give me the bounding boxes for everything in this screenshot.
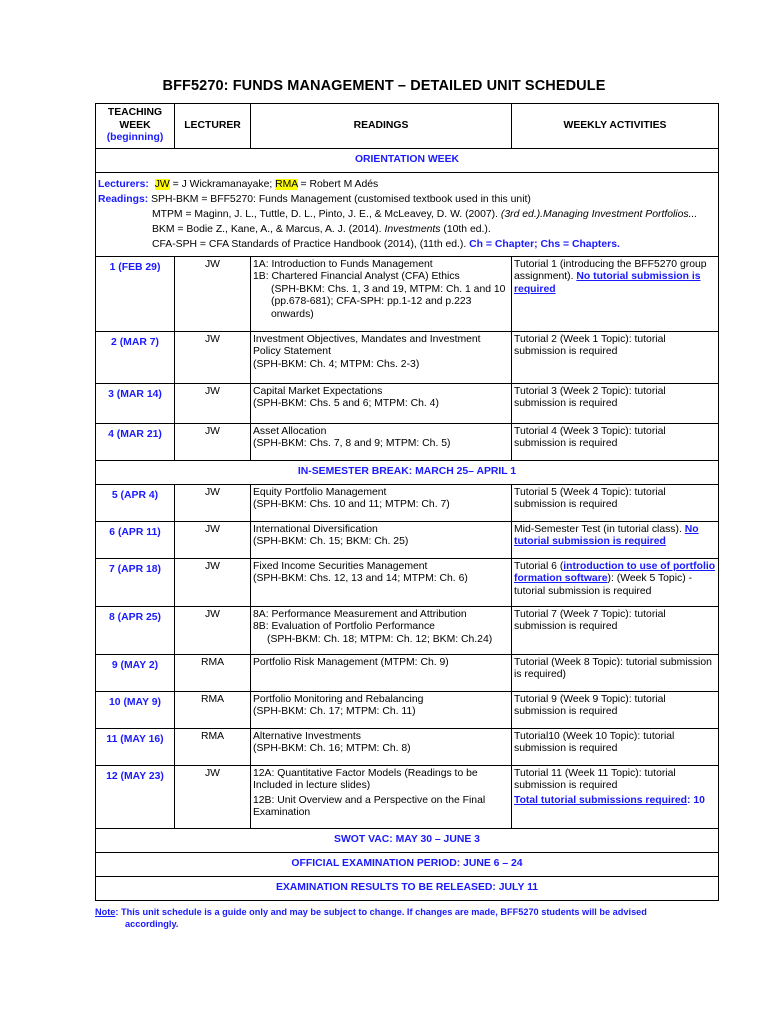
reading-item: Asset Allocation <box>253 426 327 437</box>
jw-abbrev: JW <box>154 179 170 190</box>
swot-row <box>96 829 719 853</box>
activity-cell: Tutorial 4 (Week 3 Topic): tutorial submission is required <box>512 424 719 461</box>
week-cell: 8 (APR 25) <box>96 607 175 655</box>
reading-bkm: BKM = Bodie Z., Kane, A., & Marcus, A. J. (2014). <box>152 224 385 235</box>
activity-cell: Tutorial10 (Week 10 Topic): tutorial submission is required <box>512 729 719 766</box>
week-cell: 10 (MAY 9) <box>96 692 175 729</box>
activity-cell: Tutorial 9 (Week 9 Topic): tutorial submission is required <box>512 692 719 729</box>
reading-item: Investment Objectives, Mandates and Investment Policy Statement <box>253 334 481 358</box>
reading-item: 12A: Quantitative Factor Models (Readings to be Included in lecture slides) <box>253 768 478 792</box>
readings-cell <box>251 424 512 461</box>
header-week-line3: (beginning) <box>106 132 164 144</box>
activity-cell <box>512 766 719 829</box>
lecturer-cell: JW <box>175 522 251 559</box>
table-row <box>96 692 719 729</box>
activity-emphasis: introduction to use of portfolio formation software <box>514 561 716 585</box>
lecturers-label: Lecturers: <box>98 179 149 190</box>
readings-line1 <box>98 192 716 207</box>
reading-ref: (SPH-BKM: Chs. 7, 8 and 9; MTPM: Ch. 5) <box>253 438 451 450</box>
activity-text: Tutorial 6 ( <box>514 561 564 572</box>
swot-banner: SWOT VAC: MAY 30 – JUNE 3 <box>96 829 719 853</box>
reading-item: International Diversification <box>253 524 378 535</box>
reading-ref: (SPH-BKM: Chs. 1, 3 and 19, MTPM: Ch. 1 and 10 (pp.678-681); CFA-SPH: pp.1-12 and p.223 onwards) <box>271 283 506 320</box>
week-cell: 4 (MAR 21) <box>96 424 175 461</box>
week-cell: 1 (FEB 29) <box>96 257 175 332</box>
week-cell: 3 (MAR 14) <box>96 384 175 424</box>
reading-item: Portfolio Monitoring and Rebalancing <box>253 694 424 705</box>
schedule-table <box>95 103 719 901</box>
readings-cell <box>251 729 512 766</box>
readings-line4 <box>98 237 716 252</box>
reading-cfa-sph: CFA-SPH = CFA Standards of Practice Handbook (2014), (11th ed.). <box>152 239 470 250</box>
table-row <box>96 655 719 692</box>
results-banner: EXAMINATION RESULTS TO BE RELEASED: JULY 11 <box>96 877 719 901</box>
readings-cell <box>251 522 512 559</box>
week-cell: 11 (MAY 16) <box>96 729 175 766</box>
reading-mtpm-title: (3rd ed.).Managing Investment Portfolios... <box>500 209 698 220</box>
orientation-banner: ORIENTATION WEEK <box>96 149 719 173</box>
lecturer-cell: RMA <box>175 729 251 766</box>
lecturer-cell: JW <box>175 485 251 522</box>
lecturer-cell: RMA <box>175 655 251 692</box>
activity-text: Tutorial 11 (Week 11 Topic): tutorial submission is required <box>514 768 676 792</box>
readings-cell <box>251 692 512 729</box>
table-row <box>96 257 719 332</box>
activity-cell <box>512 257 719 332</box>
reading-mtpm: MTPM = Maginn, J. L., Tuttle, D. L., Pinto, J. E., & McLeavey, D. W. (2007). <box>152 209 501 220</box>
activity-total-line <box>514 795 716 807</box>
readings-cell <box>251 384 512 424</box>
week-cell: 2 (MAR 7) <box>96 332 175 384</box>
readings-cell <box>251 485 512 522</box>
lecturer-cell: JW <box>175 257 251 332</box>
activity-cell: Tutorial 3 (Week 2 Topic): tutorial submission is required <box>512 384 719 424</box>
reading-item: Capital Market Expectations <box>253 386 383 397</box>
reading-item: 1A: Introduction to Funds Management <box>253 259 433 270</box>
lecturer-cell: JW <box>175 332 251 384</box>
header-week-line1: TEACHING <box>107 107 163 119</box>
table-row <box>96 332 719 384</box>
readings-cell <box>251 766 512 829</box>
week-cell: 7 (APR 18) <box>96 559 175 607</box>
break-row <box>96 461 719 485</box>
rma-text: = Robert M Adés <box>297 179 379 190</box>
activity-emphasis: No tutorial submission is required <box>514 271 701 295</box>
readings-cell <box>251 607 512 655</box>
table-row <box>96 729 719 766</box>
activity-cell <box>512 522 719 559</box>
activity-text: Mid-Semester Test (in tutorial class). <box>514 524 685 535</box>
header-readings: READINGS <box>251 104 512 149</box>
readings-cell <box>251 332 512 384</box>
note-label: Note <box>95 907 116 917</box>
week-cell: 6 (APR 11) <box>96 522 175 559</box>
week-cell: 9 (MAY 2) <box>96 655 175 692</box>
header-lecturer: LECTURER <box>175 104 251 149</box>
lecturers-line <box>98 177 716 192</box>
table-row <box>96 559 719 607</box>
activity-emphasis: Total tutorial submissions required <box>514 794 688 806</box>
reading-ref: (SPH-BKM: Ch. 4; MTPM: Chs. 2-3) <box>253 358 420 370</box>
table-row <box>96 766 719 829</box>
activity-total-count: : 10 <box>687 794 705 806</box>
header-week-line2: WEEK <box>119 119 151 131</box>
lecturer-cell: JW <box>175 766 251 829</box>
readings-cell <box>251 655 512 692</box>
jw-text: = J Wickramanayake; <box>169 179 276 190</box>
readings-line3 <box>98 222 716 237</box>
exam-banner: OFFICIAL EXAMINATION PERIOD: JUNE 6 – 24 <box>96 853 719 877</box>
rma-abbrev: RMA <box>275 179 298 190</box>
readings-label: Readings: <box>98 194 149 205</box>
reading-bkm-ed: (10th ed.). <box>440 224 491 235</box>
reading-ref: (SPH-BKM: Ch. 17; MTPM: Ch. 11) <box>253 706 416 718</box>
activity-cell: Tutorial 5 (Week 4 Topic): tutorial submission is required <box>512 485 719 522</box>
reading-item: 1B: Chartered Financial Analyst (CFA) Ethics <box>253 271 460 283</box>
reading-item: 12B: Unit Overview and a Perspective on the Final Examination <box>253 794 486 819</box>
reading-ref: (SPH-BKM: Ch. 18; MTPM: Ch. 12; BKM: Ch.24) <box>267 633 493 645</box>
header-teaching-week <box>96 104 175 149</box>
reading-item: 8B: Evaluation of Portfolio Performance <box>253 621 435 633</box>
lecturer-cell: JW <box>175 559 251 607</box>
reading-item: Alternative Investments <box>253 731 361 742</box>
results-row <box>96 877 719 901</box>
reading-ref: (SPH-BKM: Chs. 12, 13 and 14; MTPM: Ch. 6) <box>253 573 468 585</box>
reading-item: Portfolio Risk Management (MTPM: Ch. 9) <box>253 657 449 668</box>
lecturer-cell: JW <box>175 607 251 655</box>
activity-cell: Tutorial 2 (Week 1 Topic): tutorial submission is required <box>512 332 719 384</box>
readings-cell <box>251 559 512 607</box>
note-continuation: accordingly. <box>125 918 179 929</box>
header-row <box>96 104 719 149</box>
reading-bkm-title: Investments <box>384 224 441 235</box>
reading-item: Equity Portfolio Management <box>253 487 387 498</box>
week-cell: 12 (MAY 23) <box>96 766 175 829</box>
table-row <box>96 607 719 655</box>
header-activities: WEEKLY ACTIVITIES <box>512 104 719 149</box>
activity-cell: Tutorial (Week 8 Topic): tutorial submission is required) <box>512 655 719 692</box>
activity-text: ): (Week 5 Topic) - tutorial submission is required <box>514 573 693 597</box>
orientation-row <box>96 149 719 173</box>
activity-emphasis: No tutorial submission is required <box>514 524 699 548</box>
reading-sph-bkm: SPH-BKM = BFF5270: Funds Management (customised textbook used in this unit) <box>148 194 531 205</box>
chapter-abbrev-note: Ch = Chapter; Chs = Chapters. <box>469 239 620 250</box>
table-row <box>96 424 719 461</box>
activity-cell: Tutorial 7 (Week 7 Topic): tutorial submission is required <box>512 607 719 655</box>
exam-row <box>96 853 719 877</box>
reading-item: Fixed Income Securities Management <box>253 561 428 572</box>
break-banner: IN-SEMESTER BREAK: MARCH 25– APRIL 1 <box>96 461 719 485</box>
reading-ref: (SPH-BKM: Ch. 16; MTPM: Ch. 8) <box>253 743 411 755</box>
info-cell <box>96 173 719 257</box>
table-row <box>96 522 719 559</box>
table-row <box>96 485 719 522</box>
page-title: BFF5270: FUNDS MANAGEMENT – DETAILED UNIT SCHEDULE <box>162 78 606 94</box>
lecturer-cell: JW <box>175 424 251 461</box>
lecturer-cell: RMA <box>175 692 251 729</box>
note-text: : This unit schedule is a guide only and may be subject to change. If changes are made, BFF5270 students will be advised <box>115 907 647 917</box>
reading-item: 8A: Performance Measurement and Attribution <box>253 609 467 620</box>
info-row <box>96 173 719 257</box>
reading-ref: (SPH-BKM: Chs. 10 and 11; MTPM: Ch. 7) <box>253 499 450 511</box>
activity-cell <box>512 559 719 607</box>
activity-text: Tutorial 1 (introducing the BFF5270 group assignment). <box>514 259 707 283</box>
readings-line2 <box>98 207 716 222</box>
reading-ref: (SPH-BKM: Chs. 5 and 6; MTPM: Ch. 4) <box>253 398 439 410</box>
readings-cell <box>251 257 512 332</box>
table-row <box>96 384 719 424</box>
reading-ref: (SPH-BKM: Ch. 15; BKM: Ch. 25) <box>253 536 409 548</box>
lecturer-cell: JW <box>175 384 251 424</box>
footnote <box>95 907 695 930</box>
week-cell: 5 (APR 4) <box>96 485 175 522</box>
